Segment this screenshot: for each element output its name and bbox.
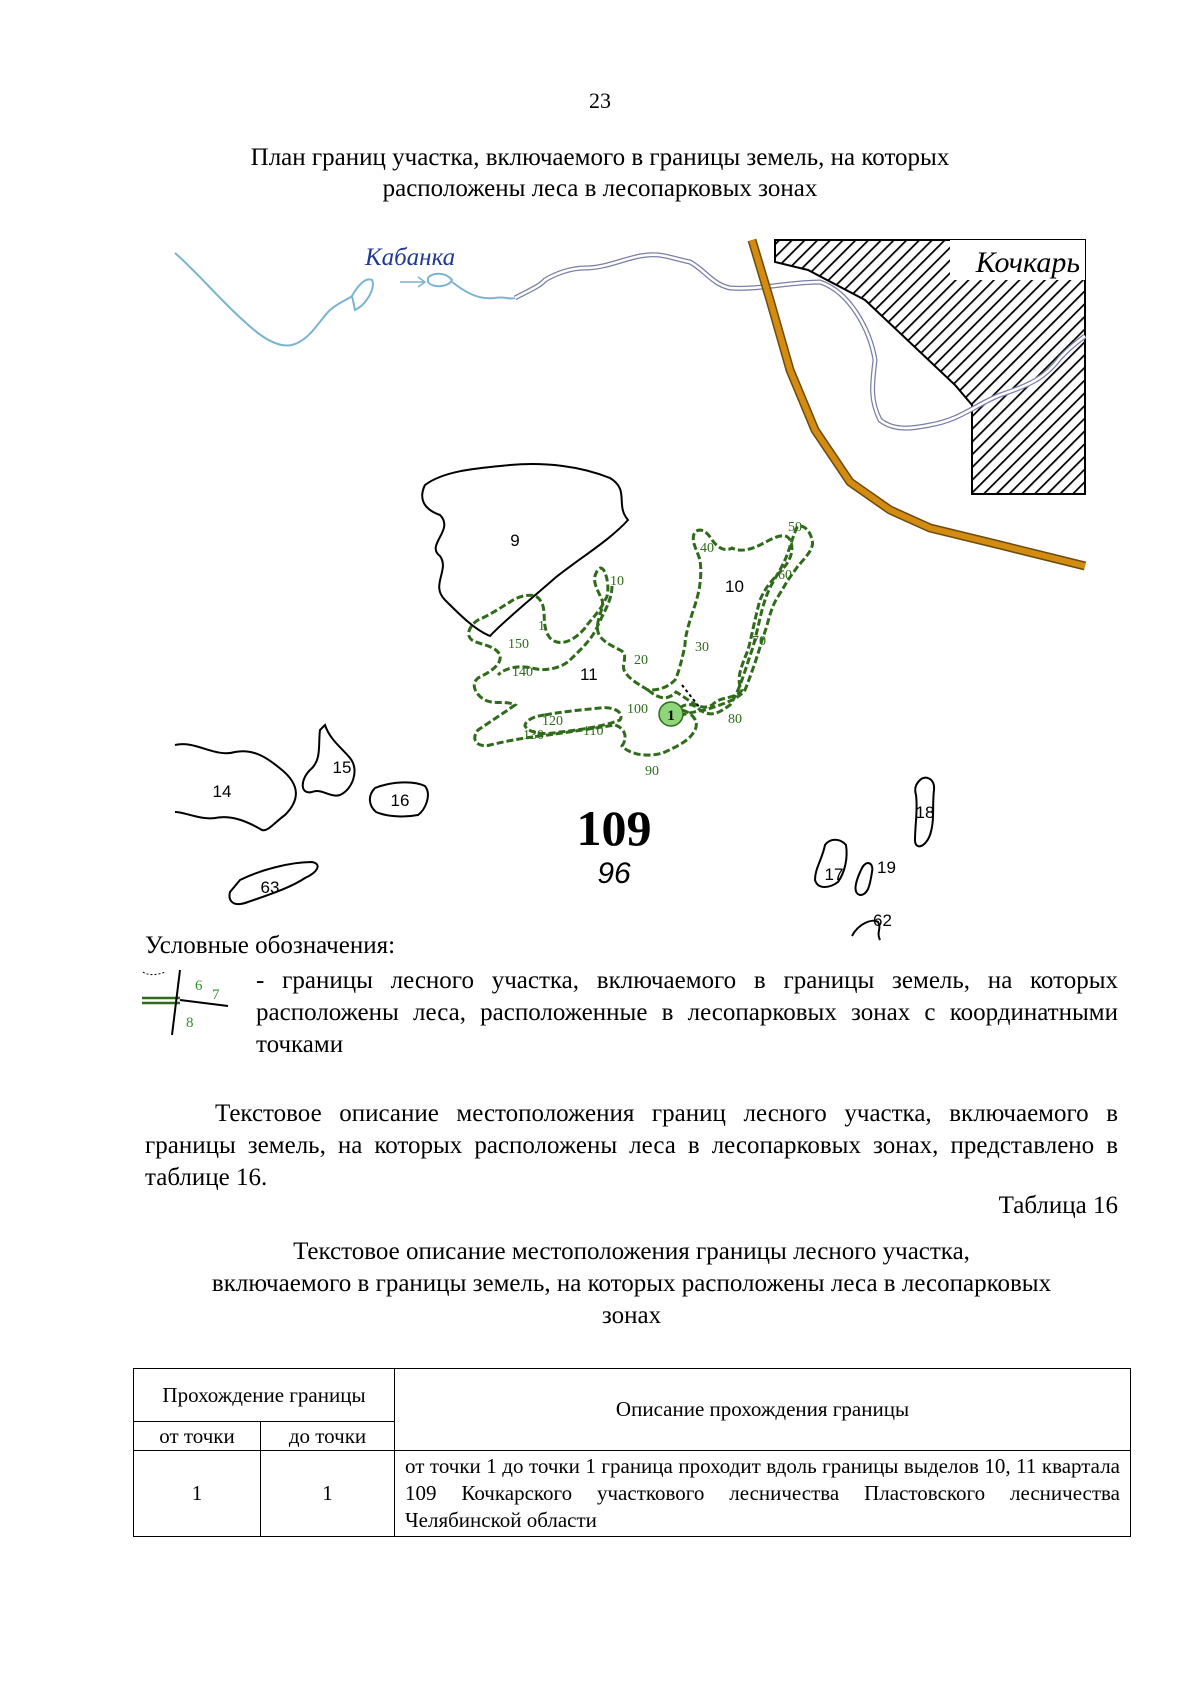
river-lake-2: [428, 274, 452, 287]
point-label-100: 100: [627, 702, 648, 717]
allotment-10-label: 10: [725, 577, 744, 596]
legend-point-7: 7: [212, 987, 220, 1003]
description-paragraph: Текстовое описание местоположения границ лесного участка, включаемого в границы земель, на которых расположены леса в лесопарковых зонах, представлено в таблице 16.: [145, 1100, 1118, 1191]
point-label-110: 110: [583, 724, 604, 739]
plot-boundary-main: [648, 530, 792, 707]
point-label-120: 120: [542, 714, 563, 729]
header-description: Описание прохождения границы: [395, 1369, 1131, 1451]
plot-boundary-arm: [498, 586, 612, 675]
point-label-140: 140: [512, 665, 533, 680]
table-label: Таблица 16: [998, 1192, 1118, 1219]
header-from-point: от точки: [134, 1422, 261, 1451]
legend-description: - границы лесного участка, включаемого в границы земель, на которых расположены леса, расположенные в лесопарковых зонах с координатными точками: [256, 967, 1118, 1058]
allotment-15-label: 15: [332, 758, 352, 777]
cell-to-point: 1: [261, 1451, 395, 1537]
cell-description: от точки 1 до точки 1 граница проходит вдоль границы выделов 10, 11 квартала 109 Кочкарского участкового лесничества Пластовского лесничества Челябинской области: [395, 1451, 1131, 1537]
river: [175, 253, 358, 346]
table-caption-line-1: Текстовое описание местоположения границы лесного участка,: [293, 1238, 970, 1265]
legend-point-6: 6: [195, 978, 203, 994]
point-label-30: 30: [695, 640, 709, 655]
allotment-11-label: 11: [580, 665, 598, 684]
point-label-50: 50: [788, 520, 802, 535]
page-number: 23: [589, 88, 611, 113]
table-caption-line-2: включаемого в границы земель, на которых расположены леса в лесопарковых: [211, 1270, 1052, 1297]
point-label-150: 150: [508, 637, 529, 652]
point-label-20: 20: [634, 653, 648, 668]
cell-from-point: 1: [134, 1451, 261, 1537]
table-caption: [145, 1236, 1118, 1332]
quarter-sub-number: 96: [597, 857, 631, 890]
boundary-table: [133, 1368, 1131, 1537]
legend-title: Условные обозначения:: [145, 932, 396, 959]
river-lake-1: [352, 279, 373, 310]
allotment-16-label: 16: [390, 791, 410, 810]
point-label-90: 90: [645, 764, 659, 779]
allotment-14: [175, 744, 296, 830]
allotment-63-label: 62: [873, 911, 892, 930]
allotment-18-label: 18: [915, 803, 935, 822]
allotment-9: [422, 464, 628, 636]
map-title-line-2: расположены леса в лесопарковых зонах: [382, 175, 818, 202]
point-label-10: 10: [610, 574, 624, 589]
legend-boundary-symbol: [140, 960, 235, 1040]
settlement-label: Кочкарь: [975, 246, 1080, 279]
allotment-17-label: 17: [824, 865, 844, 884]
table-row: [134, 1451, 1131, 1537]
map-title-line-1: План границ участка, включаемого в границы земель, на которых: [250, 144, 950, 171]
point-label-1: 1: [538, 619, 545, 634]
point-label-70: 70: [752, 634, 766, 649]
river-flow-arrow-icon: [400, 277, 425, 287]
point-label-60: 60: [778, 568, 792, 583]
table-caption-line-3: зонах: [601, 1302, 662, 1329]
point-label-40: 40: [700, 541, 714, 556]
allotment-62: [856, 863, 873, 895]
header-to-point: до точки: [261, 1422, 395, 1451]
header-boundary-passage: Прохождение границы: [134, 1369, 395, 1422]
allotment-14-label: 14: [212, 782, 232, 801]
legend-point-8: 8: [186, 1015, 194, 1031]
point-label-80: 80: [728, 712, 742, 727]
river-label: Кабанка: [365, 244, 456, 271]
allotment-62-label: 19: [877, 858, 896, 877]
allotment-19-label: 63: [260, 878, 280, 897]
allotment-9-label: 9: [510, 531, 520, 550]
start-point-label: 1: [667, 708, 675, 724]
quarter-number: 109: [576, 800, 652, 856]
point-label-130: 130: [523, 728, 544, 743]
